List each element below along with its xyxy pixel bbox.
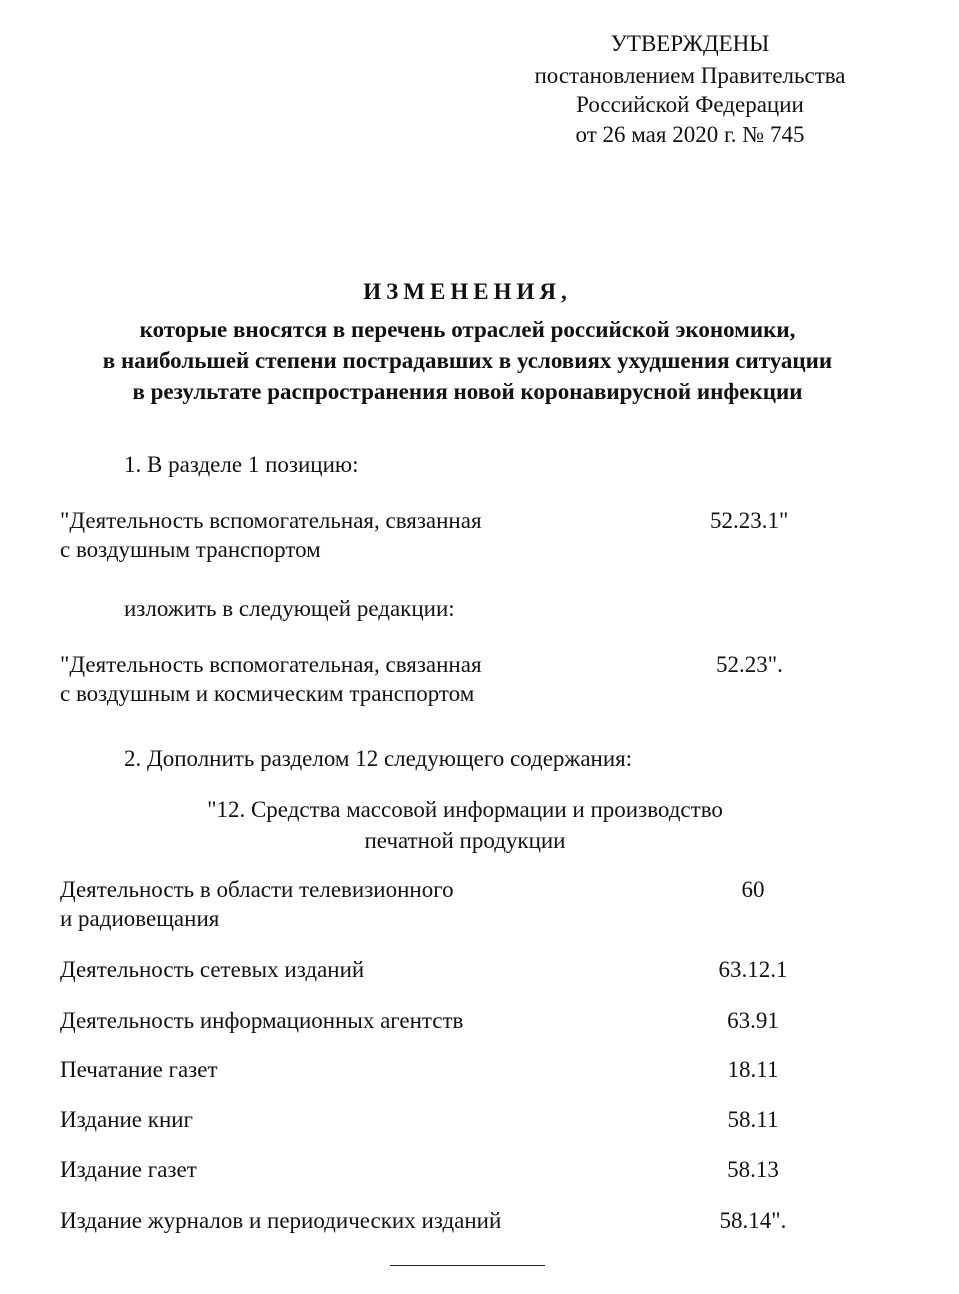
row-name-line1: Деятельность информационных агентств (60, 1008, 464, 1033)
row-name-line2: и радиовещания (60, 906, 220, 931)
item1-instruction: изложить в следующей редакции: (124, 596, 455, 621)
document-subtitle (0, 314, 935, 407)
row-code: 60 (741, 877, 765, 902)
section12-title-line2: печатной продукции (364, 828, 566, 853)
approved-label: УТВЕРЖДЕНЫ (610, 31, 770, 56)
approved-government-line: Российской Федерации (576, 92, 804, 117)
item1-new-name-line2: с воздушным и космическим транспортом (60, 681, 475, 706)
row-code: 63.12.1 (718, 957, 788, 982)
item1-heading: 1. В разделе 1 позицию: (124, 452, 359, 477)
row-name-line1: Издание газет (60, 1157, 197, 1182)
row-name-line1: Печатание газет (60, 1057, 218, 1082)
row-code: 58.14". (719, 1208, 787, 1233)
subtitle-line-2: в наибольшей степени пострадавших в условиях ухудшения ситуации (102, 348, 833, 373)
section12-title-line1: "12. Средства массовой информации и производство (207, 797, 723, 822)
row-name-line1: Деятельность в области телевизионного (60, 877, 454, 902)
item1-new-code: 52.23". (716, 652, 783, 677)
row-name-line1: Издание журналов и периодических изданий (60, 1208, 502, 1233)
subtitle-line-1: которые вносятся в перечень отраслей российской экономики, (139, 317, 796, 342)
row-name-line1: Деятельность сетевых изданий (60, 957, 365, 982)
approved-by-line: постановлением Правительства (534, 63, 846, 88)
item1-new-name-line1: "Деятельность вспомогательная, связанная (60, 652, 482, 677)
approved-date-line: от 26 мая 2020 г. № 745 (575, 122, 805, 147)
item1-old-name-line1: "Деятельность вспомогательная, связанная (60, 508, 482, 533)
row-code: 63.91 (727, 1008, 779, 1033)
row-name-line1: Издание книг (60, 1107, 193, 1132)
item2-heading: 2. Дополнить разделом 12 следующего содержания: (124, 746, 633, 771)
closing-divider (390, 1265, 545, 1266)
document-title: ИЗМЕНЕНИЯ, (363, 279, 572, 304)
subtitle-line-3: в результате распространения новой коронавирусной инфекции (132, 379, 803, 404)
row-code: 58.13 (727, 1157, 779, 1182)
row-code: 18.11 (727, 1057, 779, 1082)
item1-old-name-line2: с воздушным транспортом (60, 537, 321, 562)
row-code: 58.11 (727, 1107, 779, 1132)
item1-old-code: 52.23.1" (710, 508, 789, 533)
